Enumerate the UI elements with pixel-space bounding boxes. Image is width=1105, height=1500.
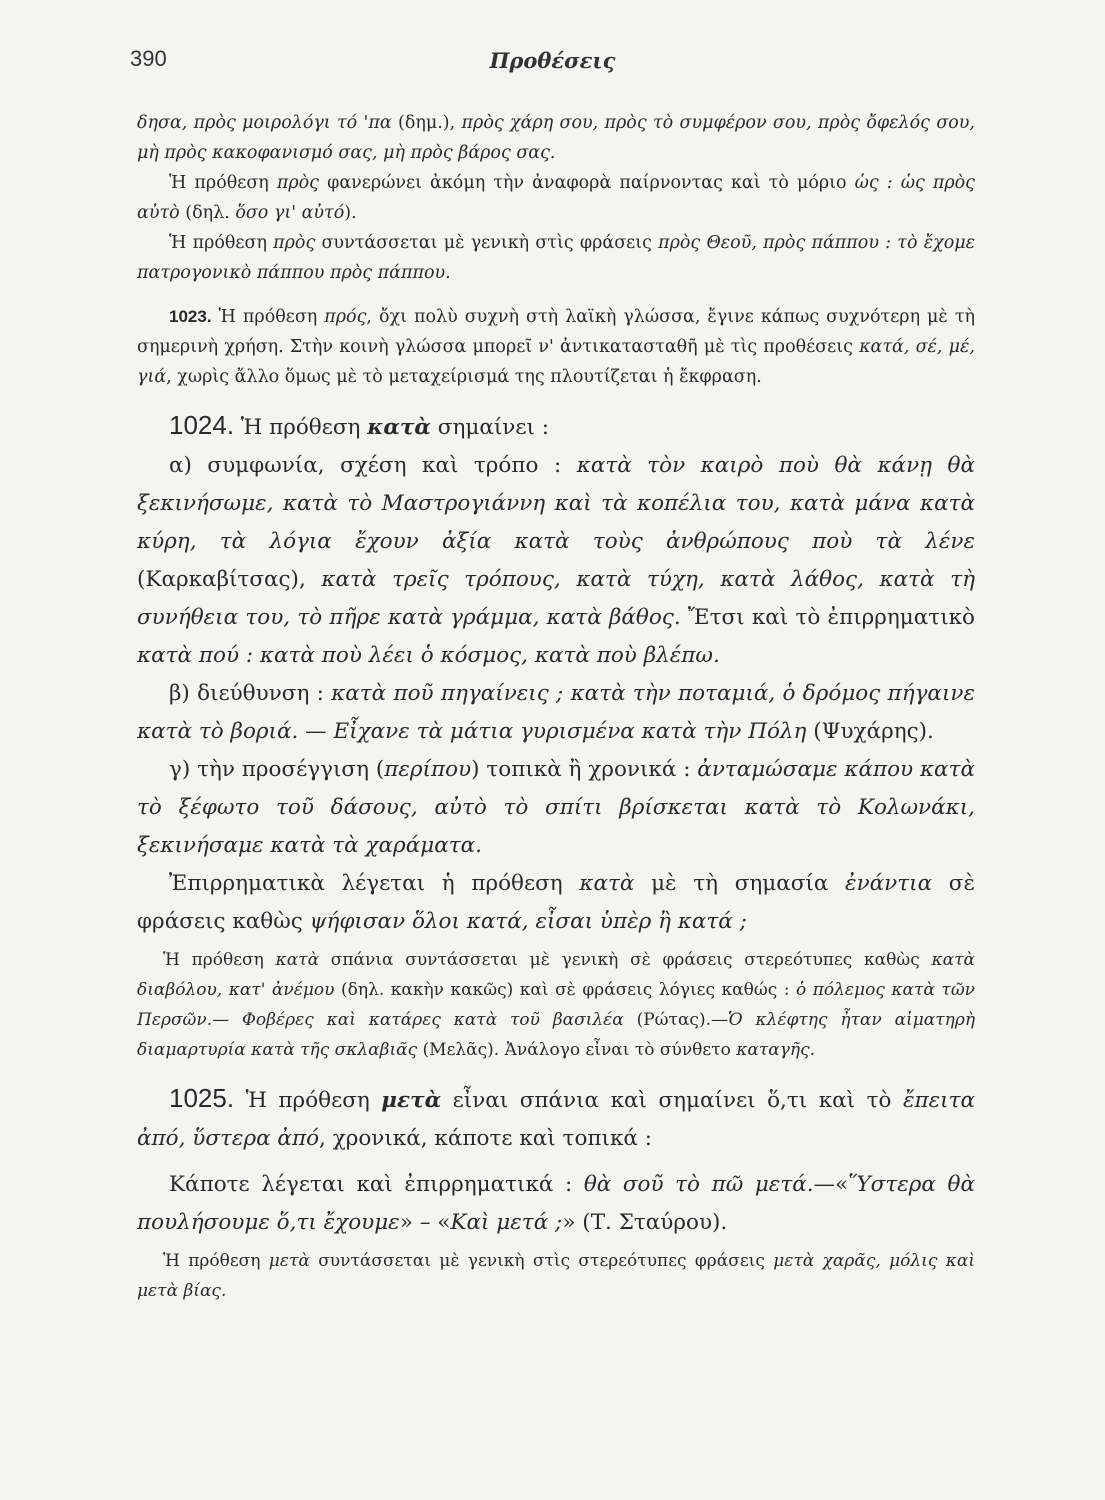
paragraph-kata-c: γ) τὴν προσέγγιση (περίπου) τοπικὰ ἢ χρονικά : ἀνταμώσαμε κάπου κατὰ τὸ ξέφωτο τοῦ δάσους, αὐτὸ τὸ σπίτι βρίσκεται κατὰ τὸ Κολωνάκι, ξεκινήσαμε κατὰ τὰ χαράματα. (137, 757, 975, 858)
keyword-meta: μετὰ (381, 1088, 442, 1113)
note-kata-genitive: Ἡ πρόθεση κατὰ σπάνια συντάσσεται μὲ γενικὴ σὲ φράσεις στερεότυπες καθὼς κατὰ διαβόλου, κατ' ἀνέμου (δηλ. κακὴν κακῶς) καὶ σὲ φράσεις λόγιες καθώς : ὁ πόλεμος κατὰ τῶν Περσῶν.— Φοβέρες καὶ κατάρες κατὰ τοῦ βασιλέα (Ρώτας).—Ὁ κλέφτης ἦταν αἱματηρὴ διαμαρτυρία κατὰ τῆς σκλαβιᾶς (Μελᾶς). Ἀνάλογο εἶναι τὸ σύνθετο καταγῆς. (137, 950, 976, 1060)
paragraph-kata-b: β) διεύθυνση : κατὰ ποῦ πηγαίνεις ; κατὰ τὴν ποταμιά, ὁ δρόμος πήγαινε κατὰ τὸ βοριά. — Εἶχανε τὰ μάτια γυρισμένα κατὰ τὴν Πόλη (Ψυχάρης). (137, 681, 975, 744)
page-body (137, 108, 975, 1306)
page-header (130, 46, 975, 80)
note-meta-genitive: Ἡ πρόθεση μετὰ συντάσσεται μὲ γενικὴ στὶς στερεότυπες φράσεις μετὰ χαρᾶς, μόλις καὶ μετὰ βίας. (137, 1251, 975, 1301)
paragraph-continuation: δησα, πρὸς μοιρολόγι τό 'πα (δημ.), πρὸς χάρη σου, πρὸς τὸ συμφέρον σου, πρὸς ὄφελός σου, μὴ πρὸς κακοφανισμό σας, μὴ πρὸς βάρος σας. (137, 113, 975, 163)
running-title: Προθέσεις (489, 48, 616, 73)
paragraph-meta-adverbial: Κάποτε λέγεται καὶ ἐπιρρηματικά : θὰ σοῦ τὸ πῶ μετά.—«Ὕστερα θὰ πουλήσουμε ὅ,τι ἔχουμε» – «Καὶ μετά ;» (Τ. Σταύρου). (137, 1172, 975, 1235)
section-1024-heading: 1024. Ἡ πρόθεση κατὰ σημαίνει : (169, 410, 549, 440)
paragraph-pros-genitive: Ἡ πρόθεση πρὸς συντάσσεται μὲ γενικὴ στὶς φράσεις πρὸς Θεοῦ, πρὸς πάππου : τὸ ἔχομε πατρογονικὸ πάππου πρὸς πάππου. (137, 233, 975, 283)
paragraph-kata-adverbial: Ἐπιρρηματικὰ λέγεται ἡ πρόθεση κατὰ μὲ τὴ σημασία ἐνάντια σὲ φράσεις καθὼς ψήφισαν ὅλοι κατά, εἶσαι ὑπὲρ ἢ κατά ; (137, 871, 975, 934)
section-number: 1025. (169, 1083, 235, 1113)
section-1025: 1025. Ἡ πρόθεση μετὰ εἶναι σπάνια καὶ σημαίνει ὅ,τι καὶ τὸ ἔπειτα ἀπό, ὕστερα ἀπό, χρονικά, κάποτε καὶ τοπικά : (137, 1083, 975, 1151)
paragraph-pros-reference: Ἡ πρόθεση πρὸς φανερώνει ἀκόμη τὴν ἀναφορὰ παίρνοντας καὶ τὸ μόριο ὡς : ὡς πρὸς αὐτὸ (δηλ. ὅσο γι' αὐτό). (137, 173, 975, 223)
section-number: 1024. (169, 410, 235, 440)
paragraph-kata-a: α) συμφωνία, σχέση καὶ τρόπο : κατὰ τὸν καιρὸ ποὺ θὰ κάνῃ θὰ ξεκινήσωμε, κατὰ τὸ Μαστρογιάννη καὶ τὰ κοπέλια του, κατὰ μάνα κατὰ κύρη, τὰ λόγια ἔχουν ἀξία κατὰ τοὺς ἀνθρώπους ποὺ τὰ λένε (Καρκαβίτσας), κατὰ τρεῖς τρόπους, κατὰ τύχη, κατὰ λάθος, κατὰ τὴ συνήθεια του, τὸ πῆρε κατὰ γράμμα, κατὰ βάθος. Ἔτσι καὶ τὸ ἐπιρρηματικὸ κατὰ πού : κατὰ ποὺ λέει ὁ κόσμος, κατὰ ποὺ βλέπω. (137, 453, 976, 668)
section-number: 1023. (169, 307, 212, 326)
page-number: 390 (130, 46, 167, 71)
keyword-kata: κατὰ (367, 415, 431, 440)
section-1023: 1023. Ἡ πρόθεση πρός, ὄχι πολὺ συχνὴ στὴ λαϊκὴ γλώσσα, ἔγινε κάπως συχνότερη μὲ τὴ σημερινὴ χρήση. Στὴν κοινὴ γλώσσα μπορεῖ ν' ἀντικατασταθῆ μὲ τὶς προθέσεις κατά, σέ, μέ, γιά, χωρὶς ἄλλο ὅμως μὲ τὸ μεταχείρισμά της πλουτίζεται ἡ ἔκφραση. (137, 307, 975, 387)
